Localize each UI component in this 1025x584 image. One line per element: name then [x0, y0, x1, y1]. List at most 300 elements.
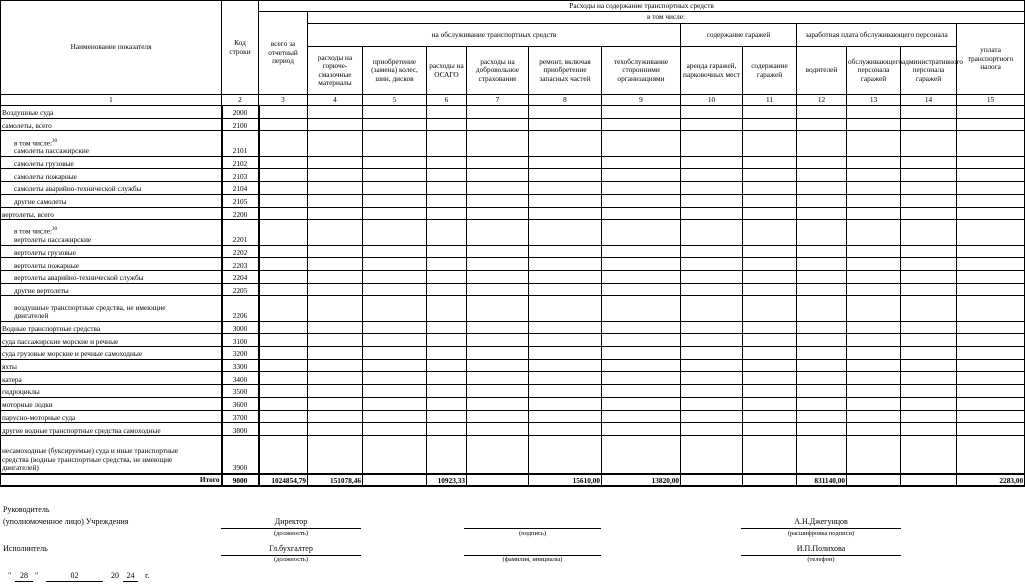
value-cell[interactable]	[847, 334, 901, 347]
value-cell[interactable]	[259, 258, 308, 271]
value-cell[interactable]	[308, 347, 363, 360]
value-cell[interactable]	[681, 207, 743, 220]
value-cell[interactable]	[308, 296, 363, 321]
value-cell[interactable]	[957, 423, 1025, 436]
value-cell[interactable]	[743, 359, 797, 372]
value-cell[interactable]	[743, 207, 797, 220]
value-cell[interactable]	[797, 182, 847, 195]
value-cell[interactable]	[259, 194, 308, 207]
value-cell[interactable]	[847, 397, 901, 410]
value-cell[interactable]	[308, 156, 363, 169]
value-cell[interactable]	[363, 435, 427, 473]
value-cell[interactable]	[529, 397, 602, 410]
value-cell[interactable]	[797, 270, 847, 283]
value-cell[interactable]	[259, 410, 308, 423]
value-cell[interactable]	[847, 359, 901, 372]
value-cell[interactable]	[847, 194, 901, 207]
value-cell[interactable]	[797, 334, 847, 347]
value-cell[interactable]	[743, 118, 797, 131]
value-cell[interactable]	[797, 410, 847, 423]
value-cell[interactable]	[743, 194, 797, 207]
value-cell[interactable]	[529, 283, 602, 296]
value-cell[interactable]	[847, 385, 901, 398]
value-cell[interactable]	[467, 385, 529, 398]
value-cell[interactable]	[681, 410, 743, 423]
value-cell[interactable]	[681, 131, 743, 156]
value-cell[interactable]	[797, 118, 847, 131]
value-cell[interactable]	[363, 385, 427, 398]
value-cell[interactable]	[743, 423, 797, 436]
value-cell[interactable]	[957, 258, 1025, 271]
value-cell[interactable]	[363, 169, 427, 182]
value-cell[interactable]	[743, 106, 797, 119]
value-cell[interactable]	[427, 423, 467, 436]
value-cell[interactable]	[308, 410, 363, 423]
value-cell[interactable]	[957, 372, 1025, 385]
value-cell[interactable]	[529, 131, 602, 156]
value-cell[interactable]	[427, 359, 467, 372]
value-cell[interactable]	[602, 423, 681, 436]
value-cell[interactable]	[529, 347, 602, 360]
value-cell[interactable]	[427, 435, 467, 473]
value-cell[interactable]	[308, 169, 363, 182]
value-cell[interactable]	[467, 372, 529, 385]
value-cell[interactable]	[957, 220, 1025, 245]
value-cell[interactable]	[743, 258, 797, 271]
value-cell[interactable]	[957, 207, 1025, 220]
value-cell[interactable]	[847, 207, 901, 220]
value-cell[interactable]	[743, 321, 797, 334]
value-cell[interactable]	[363, 131, 427, 156]
value-cell[interactable]	[743, 347, 797, 360]
value-cell[interactable]	[681, 334, 743, 347]
value-cell[interactable]	[308, 118, 363, 131]
value-cell[interactable]	[847, 118, 901, 131]
value-cell[interactable]	[467, 410, 529, 423]
value-cell[interactable]	[427, 321, 467, 334]
value-cell[interactable]	[363, 220, 427, 245]
value-cell[interactable]	[308, 423, 363, 436]
value-cell[interactable]	[847, 347, 901, 360]
value-cell[interactable]	[602, 410, 681, 423]
value-cell[interactable]	[743, 220, 797, 245]
value-cell[interactable]	[467, 397, 529, 410]
value-cell[interactable]	[901, 220, 957, 245]
value-cell[interactable]	[259, 347, 308, 360]
value-cell[interactable]	[427, 118, 467, 131]
value-cell[interactable]	[797, 106, 847, 119]
value-cell[interactable]	[363, 410, 427, 423]
value-cell[interactable]	[602, 245, 681, 258]
value-cell[interactable]	[308, 334, 363, 347]
value-cell[interactable]	[363, 156, 427, 169]
value-cell[interactable]	[308, 207, 363, 220]
value-cell[interactable]	[847, 423, 901, 436]
value-cell[interactable]	[797, 385, 847, 398]
value-cell[interactable]	[602, 131, 681, 156]
value-cell[interactable]	[602, 397, 681, 410]
value-cell[interactable]	[681, 270, 743, 283]
value-cell[interactable]	[529, 321, 602, 334]
value-cell[interactable]	[602, 220, 681, 245]
value-cell[interactable]	[602, 194, 681, 207]
value-cell[interactable]	[743, 397, 797, 410]
value-cell[interactable]	[363, 194, 427, 207]
value-cell[interactable]	[467, 194, 529, 207]
value-cell[interactable]	[529, 372, 602, 385]
value-cell[interactable]	[797, 397, 847, 410]
value-cell[interactable]	[529, 156, 602, 169]
value-cell[interactable]	[467, 131, 529, 156]
value-cell[interactable]	[529, 270, 602, 283]
value-cell[interactable]	[957, 131, 1025, 156]
value-cell[interactable]	[957, 156, 1025, 169]
value-cell[interactable]	[602, 106, 681, 119]
value-cell[interactable]	[467, 245, 529, 258]
value-cell[interactable]	[743, 372, 797, 385]
value-cell[interactable]	[308, 182, 363, 195]
value-cell[interactable]	[259, 207, 308, 220]
value-cell[interactable]	[363, 296, 427, 321]
value-cell[interactable]	[847, 296, 901, 321]
value-cell[interactable]	[363, 207, 427, 220]
value-cell[interactable]	[467, 321, 529, 334]
value-cell[interactable]	[529, 258, 602, 271]
value-cell[interactable]	[427, 397, 467, 410]
value-cell[interactable]	[308, 106, 363, 119]
value-cell[interactable]	[797, 220, 847, 245]
value-cell[interactable]	[901, 385, 957, 398]
value-cell[interactable]	[427, 220, 467, 245]
value-cell[interactable]	[957, 194, 1025, 207]
value-cell[interactable]	[308, 359, 363, 372]
value-cell[interactable]	[681, 156, 743, 169]
value-cell[interactable]	[427, 245, 467, 258]
value-cell[interactable]	[797, 283, 847, 296]
value-cell[interactable]	[427, 106, 467, 119]
value-cell[interactable]	[797, 131, 847, 156]
value-cell[interactable]	[681, 347, 743, 360]
value-cell[interactable]	[797, 258, 847, 271]
value-cell[interactable]	[957, 397, 1025, 410]
value-cell[interactable]	[681, 296, 743, 321]
value-cell[interactable]	[847, 258, 901, 271]
value-cell[interactable]	[743, 169, 797, 182]
value-cell[interactable]	[529, 296, 602, 321]
value-cell[interactable]	[529, 182, 602, 195]
value-cell[interactable]	[259, 359, 308, 372]
value-cell[interactable]	[529, 334, 602, 347]
value-cell[interactable]	[308, 258, 363, 271]
value-cell[interactable]	[363, 270, 427, 283]
value-cell[interactable]	[363, 397, 427, 410]
value-cell[interactable]	[847, 283, 901, 296]
value-cell[interactable]	[427, 182, 467, 195]
value-cell[interactable]	[259, 169, 308, 182]
value-cell[interactable]	[427, 385, 467, 398]
value-cell[interactable]	[743, 296, 797, 321]
value-cell[interactable]	[529, 106, 602, 119]
value-cell[interactable]	[847, 435, 901, 473]
value-cell[interactable]	[743, 131, 797, 156]
value-cell[interactable]	[681, 258, 743, 271]
value-cell[interactable]	[529, 359, 602, 372]
value-cell[interactable]	[797, 423, 847, 436]
value-cell[interactable]	[602, 347, 681, 360]
value-cell[interactable]	[957, 283, 1025, 296]
value-cell[interactable]	[602, 435, 681, 473]
value-cell[interactable]	[259, 156, 308, 169]
value-cell[interactable]	[602, 296, 681, 321]
value-cell[interactable]	[529, 207, 602, 220]
value-cell[interactable]	[308, 131, 363, 156]
value-cell[interactable]	[743, 410, 797, 423]
value-cell[interactable]	[602, 156, 681, 169]
value-cell[interactable]	[743, 182, 797, 195]
value-cell[interactable]	[901, 131, 957, 156]
value-cell[interactable]	[681, 435, 743, 473]
value-cell[interactable]	[847, 410, 901, 423]
value-cell[interactable]	[797, 435, 847, 473]
value-cell[interactable]	[427, 207, 467, 220]
value-cell[interactable]	[901, 283, 957, 296]
value-cell[interactable]	[308, 270, 363, 283]
value-cell[interactable]	[847, 131, 901, 156]
value-cell[interactable]	[901, 423, 957, 436]
value-cell[interactable]	[957, 321, 1025, 334]
value-cell[interactable]	[847, 321, 901, 334]
value-cell[interactable]	[363, 182, 427, 195]
value-cell[interactable]	[259, 182, 308, 195]
value-cell[interactable]	[363, 334, 427, 347]
value-cell[interactable]	[847, 169, 901, 182]
value-cell[interactable]	[467, 106, 529, 119]
value-cell[interactable]	[467, 220, 529, 245]
value-cell[interactable]	[901, 296, 957, 321]
value-cell[interactable]	[681, 423, 743, 436]
value-cell[interactable]	[743, 283, 797, 296]
value-cell[interactable]	[743, 385, 797, 398]
value-cell[interactable]	[529, 410, 602, 423]
value-cell[interactable]	[363, 321, 427, 334]
value-cell[interactable]	[681, 359, 743, 372]
value-cell[interactable]	[681, 118, 743, 131]
value-cell[interactable]	[467, 182, 529, 195]
value-cell[interactable]	[901, 359, 957, 372]
value-cell[interactable]	[847, 156, 901, 169]
value-cell[interactable]	[259, 106, 308, 119]
value-cell[interactable]	[467, 169, 529, 182]
value-cell[interactable]	[529, 169, 602, 182]
value-cell[interactable]	[743, 156, 797, 169]
value-cell[interactable]	[847, 220, 901, 245]
value-cell[interactable]	[797, 245, 847, 258]
value-cell[interactable]	[363, 372, 427, 385]
value-cell[interactable]	[308, 220, 363, 245]
value-cell[interactable]	[681, 220, 743, 245]
value-cell[interactable]	[681, 283, 743, 296]
value-cell[interactable]	[681, 397, 743, 410]
value-cell[interactable]	[467, 283, 529, 296]
value-cell[interactable]	[602, 270, 681, 283]
value-cell[interactable]	[602, 321, 681, 334]
value-cell[interactable]	[259, 131, 308, 156]
value-cell[interactable]	[901, 156, 957, 169]
value-cell[interactable]	[427, 334, 467, 347]
value-cell[interactable]	[797, 359, 847, 372]
value-cell[interactable]	[681, 245, 743, 258]
value-cell[interactable]	[901, 207, 957, 220]
value-cell[interactable]	[797, 347, 847, 360]
value-cell[interactable]	[957, 182, 1025, 195]
value-cell[interactable]	[901, 334, 957, 347]
value-cell[interactable]	[957, 385, 1025, 398]
value-cell[interactable]	[427, 131, 467, 156]
value-cell[interactable]	[427, 194, 467, 207]
value-cell[interactable]	[308, 245, 363, 258]
value-cell[interactable]	[259, 270, 308, 283]
value-cell[interactable]	[901, 258, 957, 271]
value-cell[interactable]	[427, 156, 467, 169]
value-cell[interactable]	[259, 385, 308, 398]
value-cell[interactable]	[259, 118, 308, 131]
value-cell[interactable]	[957, 359, 1025, 372]
value-cell[interactable]	[957, 334, 1025, 347]
value-cell[interactable]	[467, 207, 529, 220]
value-cell[interactable]	[901, 182, 957, 195]
value-cell[interactable]	[427, 410, 467, 423]
value-cell[interactable]	[467, 296, 529, 321]
value-cell[interactable]	[847, 245, 901, 258]
value-cell[interactable]	[681, 372, 743, 385]
value-cell[interactable]	[957, 245, 1025, 258]
value-cell[interactable]	[467, 347, 529, 360]
value-cell[interactable]	[901, 169, 957, 182]
value-cell[interactable]	[467, 156, 529, 169]
value-cell[interactable]	[957, 410, 1025, 423]
value-cell[interactable]	[957, 169, 1025, 182]
value-cell[interactable]	[681, 169, 743, 182]
value-cell[interactable]	[308, 397, 363, 410]
value-cell[interactable]	[602, 359, 681, 372]
value-cell[interactable]	[467, 118, 529, 131]
value-cell[interactable]	[743, 334, 797, 347]
value-cell[interactable]	[363, 359, 427, 372]
value-cell[interactable]	[529, 245, 602, 258]
value-cell[interactable]	[363, 106, 427, 119]
value-cell[interactable]	[602, 118, 681, 131]
value-cell[interactable]	[427, 169, 467, 182]
value-cell[interactable]	[529, 118, 602, 131]
value-cell[interactable]	[259, 321, 308, 334]
value-cell[interactable]	[901, 435, 957, 473]
value-cell[interactable]	[681, 321, 743, 334]
value-cell[interactable]	[901, 347, 957, 360]
value-cell[interactable]	[681, 385, 743, 398]
value-cell[interactable]	[602, 207, 681, 220]
value-cell[interactable]	[259, 296, 308, 321]
value-cell[interactable]	[467, 270, 529, 283]
value-cell[interactable]	[743, 270, 797, 283]
value-cell[interactable]	[602, 258, 681, 271]
value-cell[interactable]	[602, 385, 681, 398]
value-cell[interactable]	[797, 321, 847, 334]
value-cell[interactable]	[602, 182, 681, 195]
value-cell[interactable]	[743, 435, 797, 473]
value-cell[interactable]	[847, 372, 901, 385]
value-cell[interactable]	[602, 372, 681, 385]
value-cell[interactable]	[467, 334, 529, 347]
value-cell[interactable]	[957, 347, 1025, 360]
value-cell[interactable]	[363, 423, 427, 436]
value-cell[interactable]	[308, 385, 363, 398]
value-cell[interactable]	[847, 106, 901, 119]
value-cell[interactable]	[259, 334, 308, 347]
value-cell[interactable]	[363, 118, 427, 131]
value-cell[interactable]	[363, 283, 427, 296]
value-cell[interactable]	[259, 283, 308, 296]
value-cell[interactable]	[259, 435, 308, 473]
value-cell[interactable]	[427, 270, 467, 283]
value-cell[interactable]	[363, 347, 427, 360]
value-cell[interactable]	[901, 106, 957, 119]
value-cell[interactable]	[529, 194, 602, 207]
value-cell[interactable]	[363, 245, 427, 258]
value-cell[interactable]	[467, 359, 529, 372]
value-cell[interactable]	[957, 106, 1025, 119]
value-cell[interactable]	[529, 385, 602, 398]
value-cell[interactable]	[259, 372, 308, 385]
value-cell[interactable]	[602, 334, 681, 347]
value-cell[interactable]	[602, 169, 681, 182]
value-cell[interactable]	[467, 435, 529, 473]
value-cell[interactable]	[797, 296, 847, 321]
value-cell[interactable]	[308, 321, 363, 334]
value-cell[interactable]	[427, 372, 467, 385]
value-cell[interactable]	[957, 296, 1025, 321]
value-cell[interactable]	[681, 194, 743, 207]
value-cell[interactable]	[797, 372, 847, 385]
value-cell[interactable]	[308, 435, 363, 473]
value-cell[interactable]	[363, 258, 427, 271]
value-cell[interactable]	[901, 410, 957, 423]
value-cell[interactable]	[847, 270, 901, 283]
value-cell[interactable]	[901, 397, 957, 410]
value-cell[interactable]	[901, 372, 957, 385]
value-cell[interactable]	[847, 182, 901, 195]
value-cell[interactable]	[743, 245, 797, 258]
value-cell[interactable]	[901, 194, 957, 207]
value-cell[interactable]	[901, 245, 957, 258]
value-cell[interactable]	[529, 423, 602, 436]
value-cell[interactable]	[259, 423, 308, 436]
value-cell[interactable]	[259, 397, 308, 410]
value-cell[interactable]	[427, 296, 467, 321]
value-cell[interactable]	[259, 245, 308, 258]
value-cell[interactable]	[901, 118, 957, 131]
value-cell[interactable]	[797, 194, 847, 207]
value-cell[interactable]	[681, 106, 743, 119]
value-cell[interactable]	[797, 156, 847, 169]
value-cell[interactable]	[259, 220, 308, 245]
value-cell[interactable]	[797, 207, 847, 220]
value-cell[interactable]	[797, 169, 847, 182]
value-cell[interactable]	[957, 435, 1025, 473]
value-cell[interactable]	[308, 372, 363, 385]
value-cell[interactable]	[602, 283, 681, 296]
value-cell[interactable]	[957, 270, 1025, 283]
value-cell[interactable]	[681, 182, 743, 195]
